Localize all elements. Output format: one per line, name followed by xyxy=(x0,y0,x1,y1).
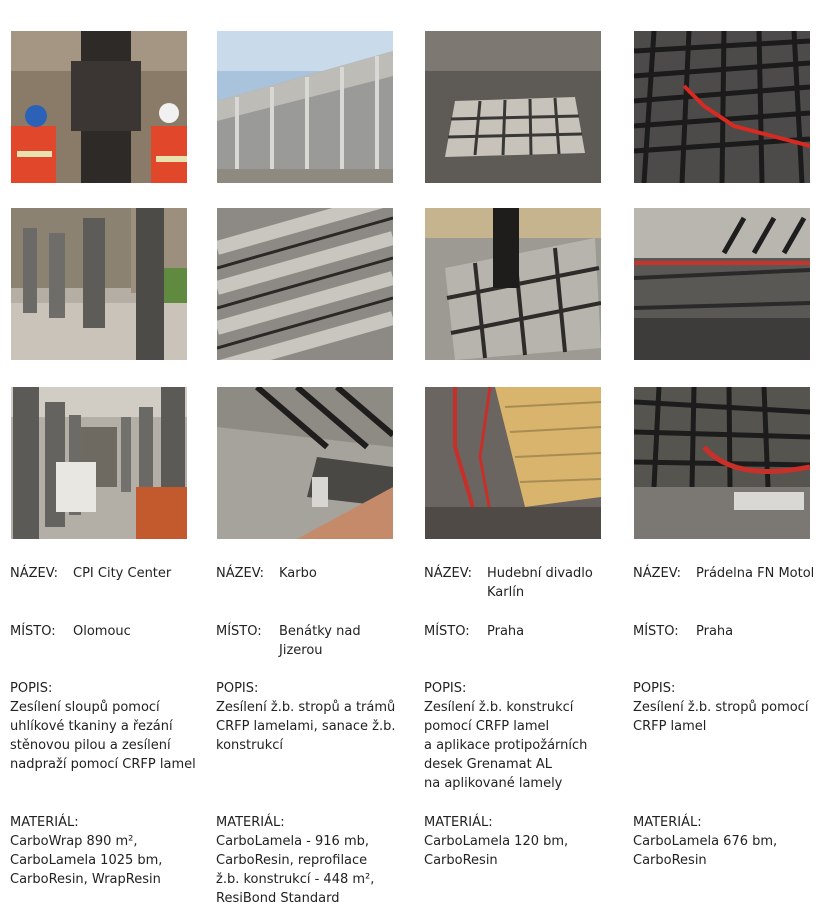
place-label: MÍSTO: xyxy=(216,624,262,639)
project-material: CarboLamela 676 bm, CarboResin xyxy=(633,834,778,868)
place-label: MÍSTO: xyxy=(633,624,679,639)
name-label: NÁZEV: xyxy=(424,566,472,581)
place-label: MÍSTO: xyxy=(10,624,56,639)
photo-column-base-grid xyxy=(425,208,601,360)
photo-corridor-ceiling xyxy=(425,387,601,539)
project-place: Benátky nad Jizerou xyxy=(279,624,361,658)
material-label: MATERIÁL: xyxy=(424,815,493,830)
name-label: NÁZEV: xyxy=(633,566,681,581)
material-block xyxy=(633,813,823,870)
project-place: Praha xyxy=(696,624,734,639)
photo-drilling-beam xyxy=(217,387,393,539)
material-label: MATERIÁL: xyxy=(10,815,79,830)
photo-ceiling-lamellas xyxy=(217,208,393,360)
description-label: POPIS: xyxy=(633,681,676,696)
photo-ceiling-pipes xyxy=(634,208,810,360)
material-block xyxy=(424,813,624,870)
project-description: Zesílení ž.b. stropů a trámů CRFP lamelami, sanace ž.b. konstrukcí xyxy=(216,700,396,753)
project-description: Zesílení ž.b. konstrukcí pomocí CRFP lamel a aplikace protipožárních desek Grenamat AL na aplikované lamely xyxy=(424,700,588,791)
photo-building-facade xyxy=(217,31,393,183)
description-block xyxy=(424,679,624,793)
description-label: POPIS: xyxy=(216,681,259,696)
project-material: CarboLamela - 916 mb, CarboResin, reprofilace ž.b. konstrukcí - 448 m², ResiBond Standard xyxy=(216,834,375,906)
photo-columns-street xyxy=(11,208,187,360)
project-name: CPI City Center xyxy=(73,566,172,581)
description-block xyxy=(633,679,823,736)
name-label: NÁZEV: xyxy=(216,566,264,581)
project-material: CarboLamela 120 bm, CarboResin xyxy=(424,834,569,868)
photo-column-wrap-workers xyxy=(11,31,187,183)
project-name: Hudební divadlo Karlín xyxy=(487,566,593,600)
material-block xyxy=(216,813,416,908)
project-place: Olomouc xyxy=(73,624,131,639)
project-description: Zesílení ž.b. stropů pomocí CRFP lamel xyxy=(633,700,809,734)
project-name: Prádelna FN Motol xyxy=(696,566,815,581)
project-name: Karbo xyxy=(279,566,317,581)
photo-ceiling-grid-pipes xyxy=(634,387,810,539)
project-place: Praha xyxy=(487,624,525,639)
project-description: Zesílení sloupů pomocí uhlíkové tkaniny a řezání stěnovou pilou a zesílení nadpraží pomocí CRFP lamel xyxy=(10,700,196,772)
name-label: NÁZEV: xyxy=(10,566,58,581)
description-block xyxy=(10,679,210,774)
place-label: MÍSTO: xyxy=(424,624,470,639)
description-label: POPIS: xyxy=(424,681,467,696)
material-block xyxy=(10,813,210,889)
project-material: CarboWrap 890 m², CarboLamela 1025 bm, CarboResin, WrapResin xyxy=(10,834,163,887)
photo-floor-grid xyxy=(425,31,601,183)
material-label: MATERIÁL: xyxy=(633,815,702,830)
description-label: POPIS: xyxy=(10,681,53,696)
description-block xyxy=(216,679,416,755)
material-label: MATERIÁL: xyxy=(216,815,285,830)
photo-ceiling-grid xyxy=(634,31,810,183)
photo-columns-hall xyxy=(11,387,187,539)
